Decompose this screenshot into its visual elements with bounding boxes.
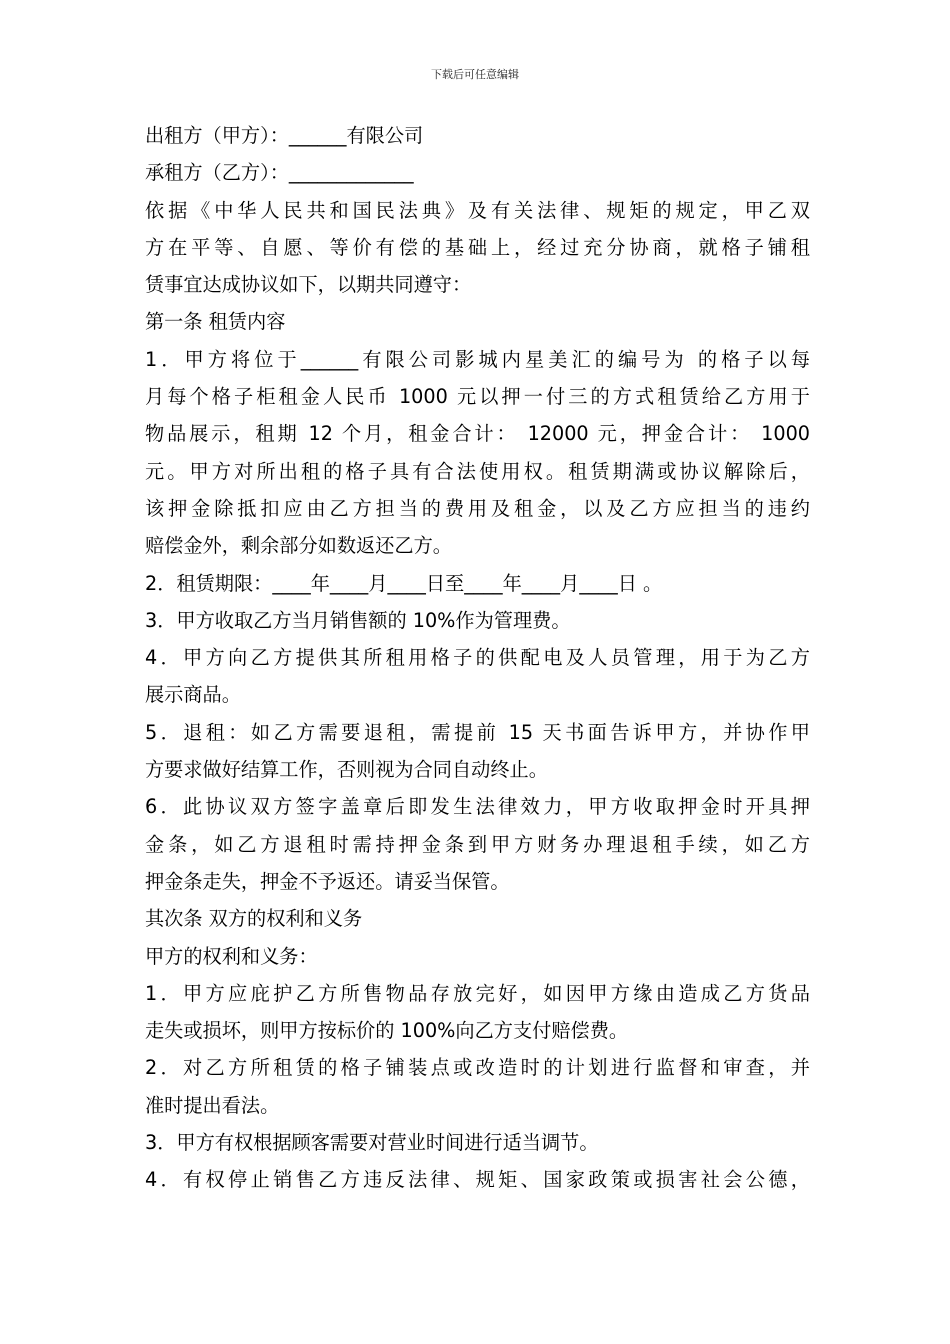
clause-1-3: 3．甲方收取乙方当月销售额的 10%作为管理费。 [145, 608, 571, 632]
clause-1-6-line-2: 金条，如乙方退租时需持押金条到甲方财务办理退租手续，如乙方 [145, 832, 810, 856]
clause-2-4-line-1: 4．有权停止销售乙方违反法律、规矩、国家政策或损害社会公德， [145, 1168, 810, 1192]
clause-2-1-line-2: 走失或损坏，则甲方按标价的 100%向乙方支付赔偿费。 [145, 1019, 629, 1043]
clause-1-5-line-1: 5．退租：如乙方需要退租，需提前 15 天书面告诉甲方，并协作甲 [145, 720, 810, 744]
clause-1-1-line-4: 元。甲方对所出租的格子具有合法使用权。租赁期满或协议解除后， [145, 459, 810, 483]
page-header: 下载后可任意编辑 [431, 68, 519, 81]
article-1-heading: 第一条 租赁内容 [145, 310, 286, 334]
clause-2-1-line-1: 1．甲方应庇护乙方所售物品存放完好，如因甲方缘由造成乙方货品 [145, 981, 810, 1005]
clause-1-1-line-2: 月每个格子柜租金人民币 1000 元以押一付三的方式租赁给乙方用于 [145, 385, 810, 409]
article-2-heading: 其次条 双方的权利和义务 [145, 907, 363, 931]
clause-2-2-line-2: 准时提出看法。 [145, 1093, 280, 1117]
clause-1-5-line-2: 方要求做好结算工作，否则视为合同自动终止。 [145, 758, 548, 782]
preamble-line-2: 方在平等、自愿、等价有偿的基础上，经过充分协商，就格子铺租 [145, 235, 810, 259]
clause-1-1-line-5: 该押金除抵扣应由乙方担当的费用及租金，以及乙方应担当的违约 [145, 496, 810, 520]
clause-1-1-line-3: 物品展示，租期 12 个月，租金合计： 12000 元，押金合计： 1000 [145, 422, 810, 446]
clause-1-6-line-3: 押金条走失，押金不予返还。请妥当保管。 [145, 869, 510, 893]
lessee-line: 承租方（乙方）：_____________ [145, 161, 414, 185]
party-a-rights-heading: 甲方的权利和义务： [145, 944, 318, 968]
clause-1-1-line-1: 1．甲方将位于______有限公司影城内星美汇的编号为 的格子以每 [145, 347, 810, 371]
lessor-line: 出租方（甲方）：______有限公司 [145, 124, 424, 147]
clause-1-4-line-1: 4．甲方向乙方提供其所租用格子的供配电及人员管理，用于为乙方 [145, 646, 810, 670]
contract-body [145, 117, 810, 1199]
clause-2-2-line-1: 2．对乙方所租赁的格子铺装点或改造时的计划进行监督和审查，并 [145, 1056, 810, 1080]
preamble-line-1: 依据《中华人民共和国民法典》及有关法律、规矩的规定，甲乙双 [145, 198, 810, 222]
preamble-line-3: 赁事宜达成协议如下，以期共同遵守： [145, 273, 472, 297]
clause-1-6-line-1: 6．此协议双方签字盖章后即发生法律效力，甲方收取押金时开具押 [145, 795, 810, 819]
clause-1-4-line-2: 展示商品。 [145, 683, 241, 707]
clause-1-1-line-6: 赔偿金外，剩余部分如数返还乙方。 [145, 534, 452, 558]
clause-1-2: 2．租赁期限：____年____月____日至____年____月____日 。 [145, 571, 663, 595]
clause-2-3: 3．甲方有权根据顾客需要对营业时间进行适当调节。 [145, 1131, 599, 1155]
